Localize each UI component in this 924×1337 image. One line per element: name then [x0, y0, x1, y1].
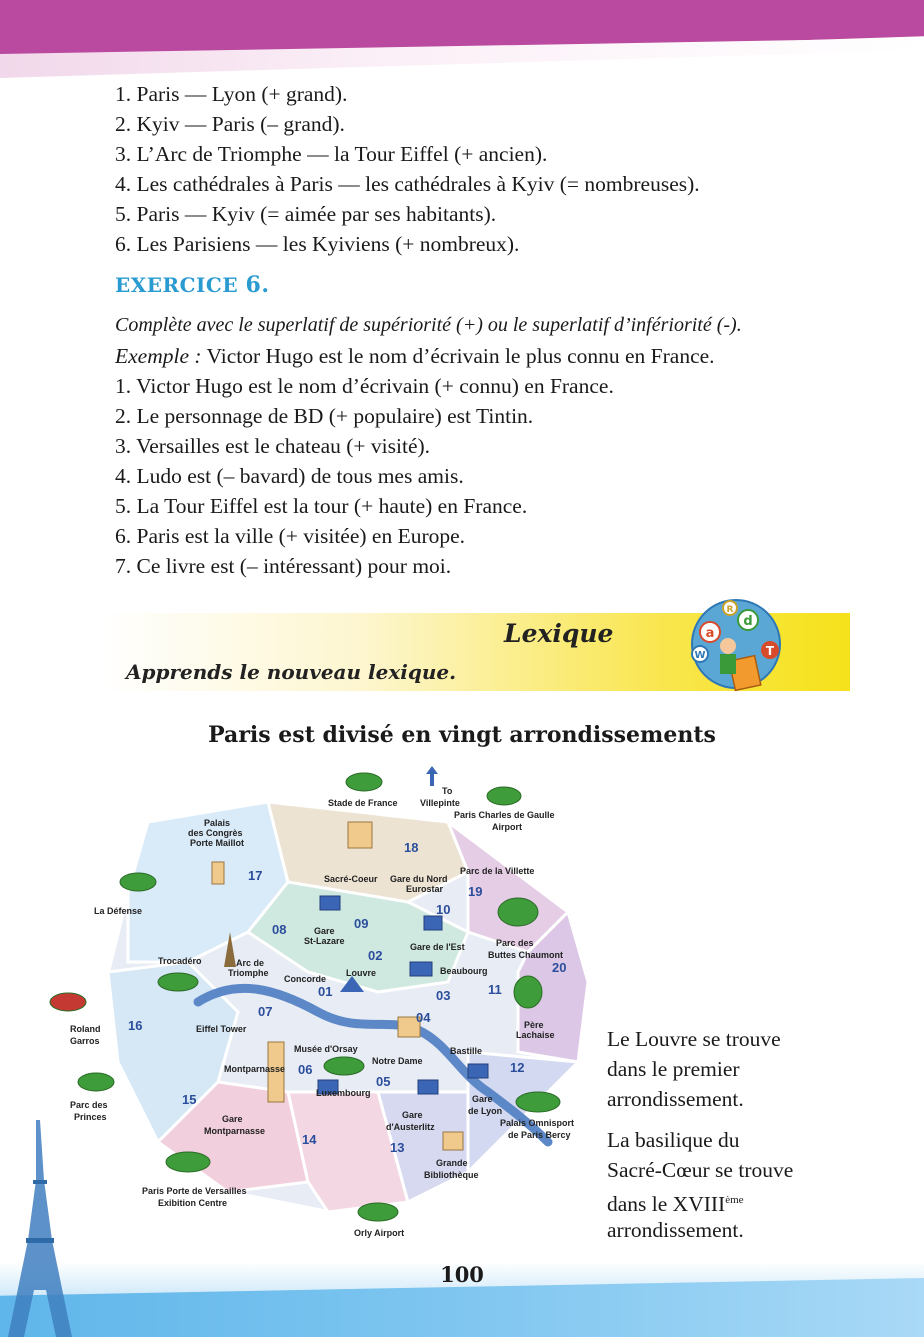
district-number: 20	[552, 960, 567, 975]
map-label: Paris Charles de Gaulle	[454, 810, 555, 820]
map-label: Gare	[222, 1114, 243, 1124]
district-number: 12	[510, 1060, 525, 1075]
lexique-logo-icon	[678, 596, 788, 696]
map-label: Airport	[492, 822, 522, 832]
district-number: 01	[318, 984, 333, 999]
exercise-item-5: 5. La Tour Eiffel est la tour (+ haute) en France.	[115, 494, 528, 518]
lexique-title: Lexique	[504, 619, 614, 648]
district-number: 15	[182, 1092, 197, 1107]
exercise-label: EXERCICE	[115, 273, 239, 297]
district-number: 08	[272, 922, 287, 937]
district-number: 09	[354, 916, 369, 931]
side-note-sacre-2: Sacré-Cœur se trouve	[607, 1158, 794, 1182]
map-label: Père	[524, 1020, 544, 1030]
map-label: Bibliothèque	[424, 1170, 479, 1180]
map-label: Gare de l'Est	[410, 942, 465, 952]
exercise-example	[115, 341, 715, 371]
map-label: Concorde	[284, 974, 327, 984]
map-label: Roland	[70, 1024, 101, 1034]
map-label: Beaubourg	[440, 966, 488, 976]
district-number: 03	[436, 988, 451, 1003]
map-label: Triomphe	[228, 968, 269, 978]
logo-letter-a: a	[705, 626, 715, 641]
exercise-item-6: 6. Paris est la ville (+ visitée) en Europe.	[115, 524, 466, 548]
map-label: Parc des	[496, 938, 534, 948]
district-number: 18	[404, 840, 419, 855]
district-number: 11	[488, 982, 502, 997]
map-label: To	[442, 786, 453, 796]
side-note-louvre-1: Le Louvre se trouve	[607, 1027, 781, 1051]
sacre-text: dans le XVIII	[607, 1192, 726, 1217]
map-label: Palais Omnisport	[500, 1118, 575, 1128]
district-number: 19	[468, 884, 483, 899]
map-label: Bastille	[450, 1046, 483, 1056]
exercise-item-3: 3. Versailles est le chateau (+ visité).	[115, 434, 431, 458]
paris-arrondissements-map	[48, 762, 608, 1248]
map-label: Luxembourg	[316, 1088, 371, 1098]
map-label: Arc de	[236, 958, 265, 968]
map-label: Parc des	[70, 1100, 108, 1110]
arrow-up-icon	[426, 766, 438, 786]
exercise-item-7: 7. Ce livre est (– intéressant) pour moi.	[115, 554, 452, 578]
comparative-line-5: 5. Paris — Kyiv (= aimée par ses habitants).	[115, 202, 497, 226]
map-label: Grande	[436, 1158, 468, 1168]
map-label: Gare	[472, 1094, 493, 1104]
district-number: 13	[390, 1140, 405, 1155]
map-label: de Paris Bercy	[508, 1130, 571, 1140]
eiffel-tower-decoration-icon	[0, 1120, 80, 1337]
map-title: Paris est divisé en vingt arrondissements	[208, 722, 716, 748]
map-label: Montparnasse	[204, 1126, 266, 1136]
district-number: 14	[302, 1132, 317, 1147]
map-label: La Défense	[94, 906, 143, 916]
example-text: Victor Hugo est le nom d’écrivain le plus connu en France.	[201, 344, 715, 368]
map-label: St-Lazare	[304, 936, 345, 946]
map-label: Gare	[402, 1110, 423, 1120]
district-number: 17	[248, 868, 263, 883]
logo-letter-d: d	[743, 614, 753, 629]
map-label: Eurostar	[406, 884, 444, 894]
comparative-line-2: 2. Kyiv — Paris (– grand).	[115, 112, 345, 136]
ordinal-suffix: ème	[725, 1194, 744, 1206]
map-label: Princes	[74, 1112, 107, 1122]
map-label: Orly Airport	[354, 1228, 405, 1238]
map-label: Buttes Chaumont	[488, 950, 563, 960]
map-label: de Lyon	[468, 1106, 503, 1116]
map-label: Paris Porte de Versailles	[142, 1186, 247, 1196]
lexique-subtitle: Apprends le nouveau lexique.	[126, 660, 457, 684]
map-label: Gare	[314, 926, 335, 936]
map-label: Stade de France	[328, 798, 398, 808]
comparative-line-4: 4. Les cathédrales à Paris — les cathédrales à Kyiv (= nombreuses).	[115, 172, 700, 196]
map-label: Garros	[70, 1036, 100, 1046]
map-label: Parc de la Villette	[460, 866, 535, 876]
map-label: Trocadéro	[158, 956, 202, 966]
exercise-number: 6.	[245, 272, 270, 298]
comparative-line-3: 3. L’Arc de Triomphe — la Tour Eiffel (+ ancien).	[115, 142, 548, 166]
map-label: Porte Maillot	[190, 838, 245, 848]
district-number: 05	[376, 1074, 391, 1089]
comparative-line-1: 1. Paris — Lyon (+ grand).	[115, 82, 348, 106]
map-label: Palais	[204, 818, 231, 828]
comparative-line-6: 6. Les Parisiens — les Kyiviens (+ nombreux).	[115, 232, 520, 256]
district-number: 04	[416, 1010, 431, 1025]
map-label: Villepinte	[420, 798, 460, 808]
map-label: des Congrès	[188, 828, 243, 838]
exercise-item-2: 2. Le personnage de BD (+ populaire) est Tintin.	[115, 404, 534, 428]
map-label: Eiffel Tower	[196, 1024, 247, 1034]
district-number: 10	[436, 902, 451, 917]
district-number: 02	[368, 948, 383, 963]
side-note-sacre-4: arrondissement.	[607, 1218, 744, 1242]
map-label: Louvre	[346, 968, 377, 978]
exercise-6-title	[115, 272, 270, 298]
side-note-louvre-3: arrondissement.	[607, 1087, 744, 1111]
map-label: d'Austerlitz	[386, 1122, 435, 1132]
map-label: Sacré-Coeur	[324, 874, 378, 884]
map-label: Lachaise	[516, 1030, 555, 1040]
district-number: 06	[298, 1062, 313, 1077]
logo-letter-w: W	[694, 650, 706, 661]
logo-letter-t: T	[765, 644, 775, 658]
side-note-louvre-2: dans le premier	[607, 1057, 740, 1081]
exercise-item-4: 4. Ludo est (– bavard) de tous mes amis.	[115, 464, 464, 488]
map-label: Gare du Nord	[390, 874, 448, 884]
district-number: 07	[258, 1004, 273, 1019]
page-number: 100	[440, 1262, 484, 1287]
side-note-sacre-1: La basilique du	[607, 1128, 740, 1152]
map-label: Montparnasse	[224, 1064, 286, 1074]
logo-letter-r: R	[726, 605, 734, 615]
map-label: Musée d'Orsay	[294, 1044, 358, 1054]
exercise-instruction: Complète avec le superlatif de supériorité (+) ou le superlatif d’infériorité (-).	[115, 314, 742, 336]
district-number: 16	[128, 1018, 143, 1033]
example-label: Exemple :	[115, 344, 202, 368]
map-label: Exibition Centre	[158, 1198, 228, 1208]
map-label: Notre Dame	[372, 1056, 423, 1066]
exercise-item-1: 1. Victor Hugo est le nom d’écrivain (+ connu) en France.	[115, 374, 614, 398]
